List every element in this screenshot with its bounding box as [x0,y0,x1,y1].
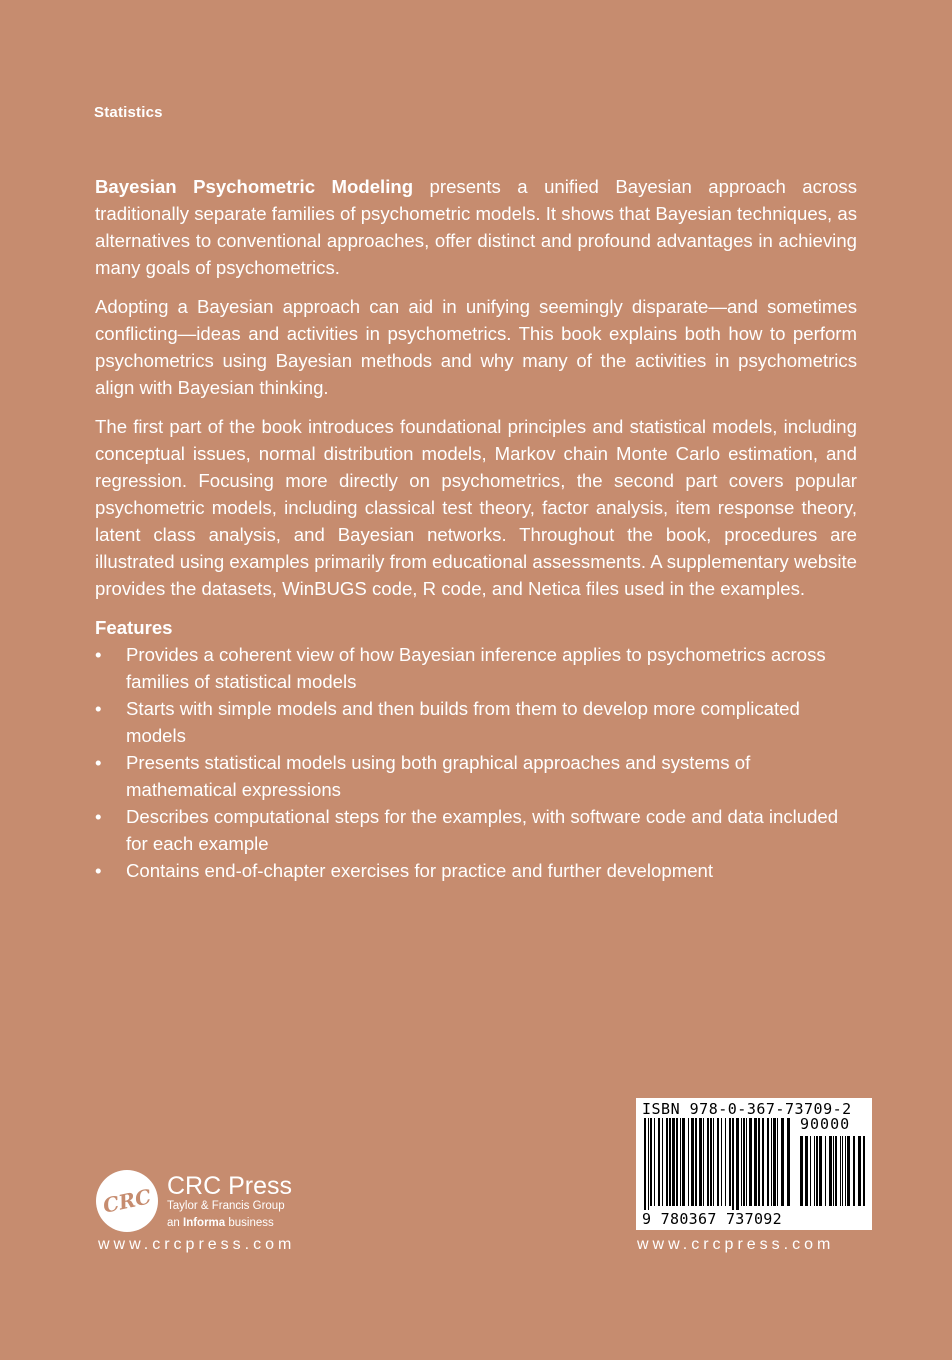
paragraph-intro [95,173,857,281]
crc-logo-icon [96,1170,158,1232]
barcode-bar [717,1118,719,1206]
barcode-bar [787,1118,790,1206]
feature-text: Contains end-of-chapter exercises for practice and further development [126,860,714,881]
barcode-bar [819,1136,822,1206]
feature-text: Describes computational steps for the examples, with software code and data included for each example [126,806,839,854]
price-addon-digits: 90000 [800,1115,851,1133]
publisher-name: CRC Press [167,1172,293,1200]
barcode-bar [654,1118,655,1206]
publisher-url[interactable]: www.crcpress.com [98,1236,296,1253]
intro-text: presents a unified Bayesian approach across traditionally separate families of psychometric models. It shows that Bayesian techniques, as alternatives to conventional approaches, offer distinct and profound advantages in achieving many goals of psychometrics. [95,176,858,278]
barcode-bar [676,1118,678,1206]
feature-item [95,695,857,749]
barcode-bar [746,1118,747,1206]
barcode-bar [669,1118,671,1206]
barcode-bar [853,1136,855,1206]
feature-item [95,857,857,884]
barcode-bar [805,1136,808,1206]
barcode-bar [707,1118,709,1206]
bullet-icon: • [95,698,102,719]
barcode-bar [680,1118,681,1206]
logo-mark-text: CRC [100,1184,154,1218]
barcode-bar [650,1118,652,1206]
isbn-barcode [636,1098,872,1230]
barcode-bar [835,1136,837,1206]
back-cover-blurb [95,173,857,884]
barcode-bar [721,1118,722,1206]
bullet-icon: • [95,806,102,827]
publisher-group: Taylor & Francis Group [167,1200,285,1212]
paragraph-contents: The first part of the book introduces foundational principles and statistical models, including conceptual issues, normal distribution models, Markov chain Monte Carlo estimation, and regression. Focusing more directly on psychometrics, the second part covers popular psychometric models, including classical test theory, factor analysis, item response theory, latent class analysis, and Bayesian networks. Throughout the book, procedures are illustrated using examples primarily from educational assessments. A supplementary website provides the datasets, WinBUGS code, R code, and Netica files used in the examples. [95,416,857,599]
barcode-bar [703,1118,704,1206]
barcode-bar [682,1118,685,1206]
business-bold: Informa [183,1217,226,1229]
barcode-bar [845,1136,846,1206]
barcode-bar [658,1118,660,1206]
paragraph-approach: Adopting a Bayesian approach can aid in unifying seemingly disparate—and sometimes conflicting—ideas and activities in psychometrics. This book explains both how to perform psychometrics using Bayesian methods and why many of the activities in psychometrics align with Bayesian thinking. [95,296,857,398]
barcode-bar [695,1118,697,1206]
barcode-bar [777,1118,778,1206]
business-prefix: an [167,1217,183,1229]
bullet-icon: • [95,860,102,881]
barcode-bar [842,1136,843,1206]
barcode-bar [743,1118,745,1206]
barcode-bar [691,1118,694,1206]
barcode-bar [713,1118,714,1206]
isbn-number: ISBN 978-0-367-73709-2 [642,1100,852,1118]
barcode-bar [732,1118,734,1212]
category-label: Statistics [94,104,163,121]
business-suffix: business [225,1217,274,1229]
barcode-bar [699,1118,702,1206]
feature-text: Provides a coherent view of how Bayesian inference applies to psychometrics across families of statistical models [126,644,826,692]
barcode-bar [749,1118,752,1206]
feature-text: Starts with simple models and then builds from them to develop more complicated models [126,698,800,746]
ean-barcode-bars [644,1118,794,1212]
barcode-bar [758,1118,760,1206]
barcode-bar [858,1136,861,1206]
barcode-bar [810,1136,811,1206]
barcode-bar [773,1118,776,1206]
barcode-bar [736,1118,739,1212]
barcode-bar [781,1118,784,1206]
barcode-bar [829,1136,832,1206]
barcode-bar [672,1118,675,1206]
barcode-bar [840,1136,841,1206]
features-list [95,641,857,884]
barcode-bar [666,1118,668,1206]
barcode-bar [762,1118,764,1206]
barcode-bar [863,1136,865,1206]
ean-digits: 9 780367 737092 [642,1210,782,1228]
barcode-bar [729,1118,731,1206]
feature-item [95,803,857,857]
barcode-bar [662,1118,663,1206]
barcode-bar [725,1118,726,1206]
addon-barcode-bars [800,1136,866,1212]
book-title: Bayesian Psychometric Modeling [95,176,414,197]
barcode-bar [771,1118,772,1206]
barcode-bar [741,1118,742,1206]
barcode-bar [816,1136,818,1206]
feature-item [95,749,857,803]
bullet-icon: • [95,752,102,773]
publisher-business [167,1217,274,1229]
feature-item [95,641,857,695]
bullet-icon: • [95,644,102,665]
barcode-bar [847,1136,850,1206]
barcode-bar [644,1118,646,1212]
barcode-bar [825,1136,826,1206]
features-heading: Features [95,617,173,638]
barcode-bar [648,1118,649,1212]
publisher-url-right[interactable]: www.crcpress.com [637,1236,835,1253]
barcode-bar [814,1136,815,1206]
barcode-bar [710,1118,712,1206]
barcode-bar [800,1136,803,1206]
barcode-bar [688,1118,689,1206]
barcode-bar [754,1118,757,1206]
barcode-bar [767,1118,769,1206]
barcode-bar [833,1136,834,1206]
feature-text: Presents statistical models using both graphical approaches and systems of mathematical expressions [126,752,751,800]
